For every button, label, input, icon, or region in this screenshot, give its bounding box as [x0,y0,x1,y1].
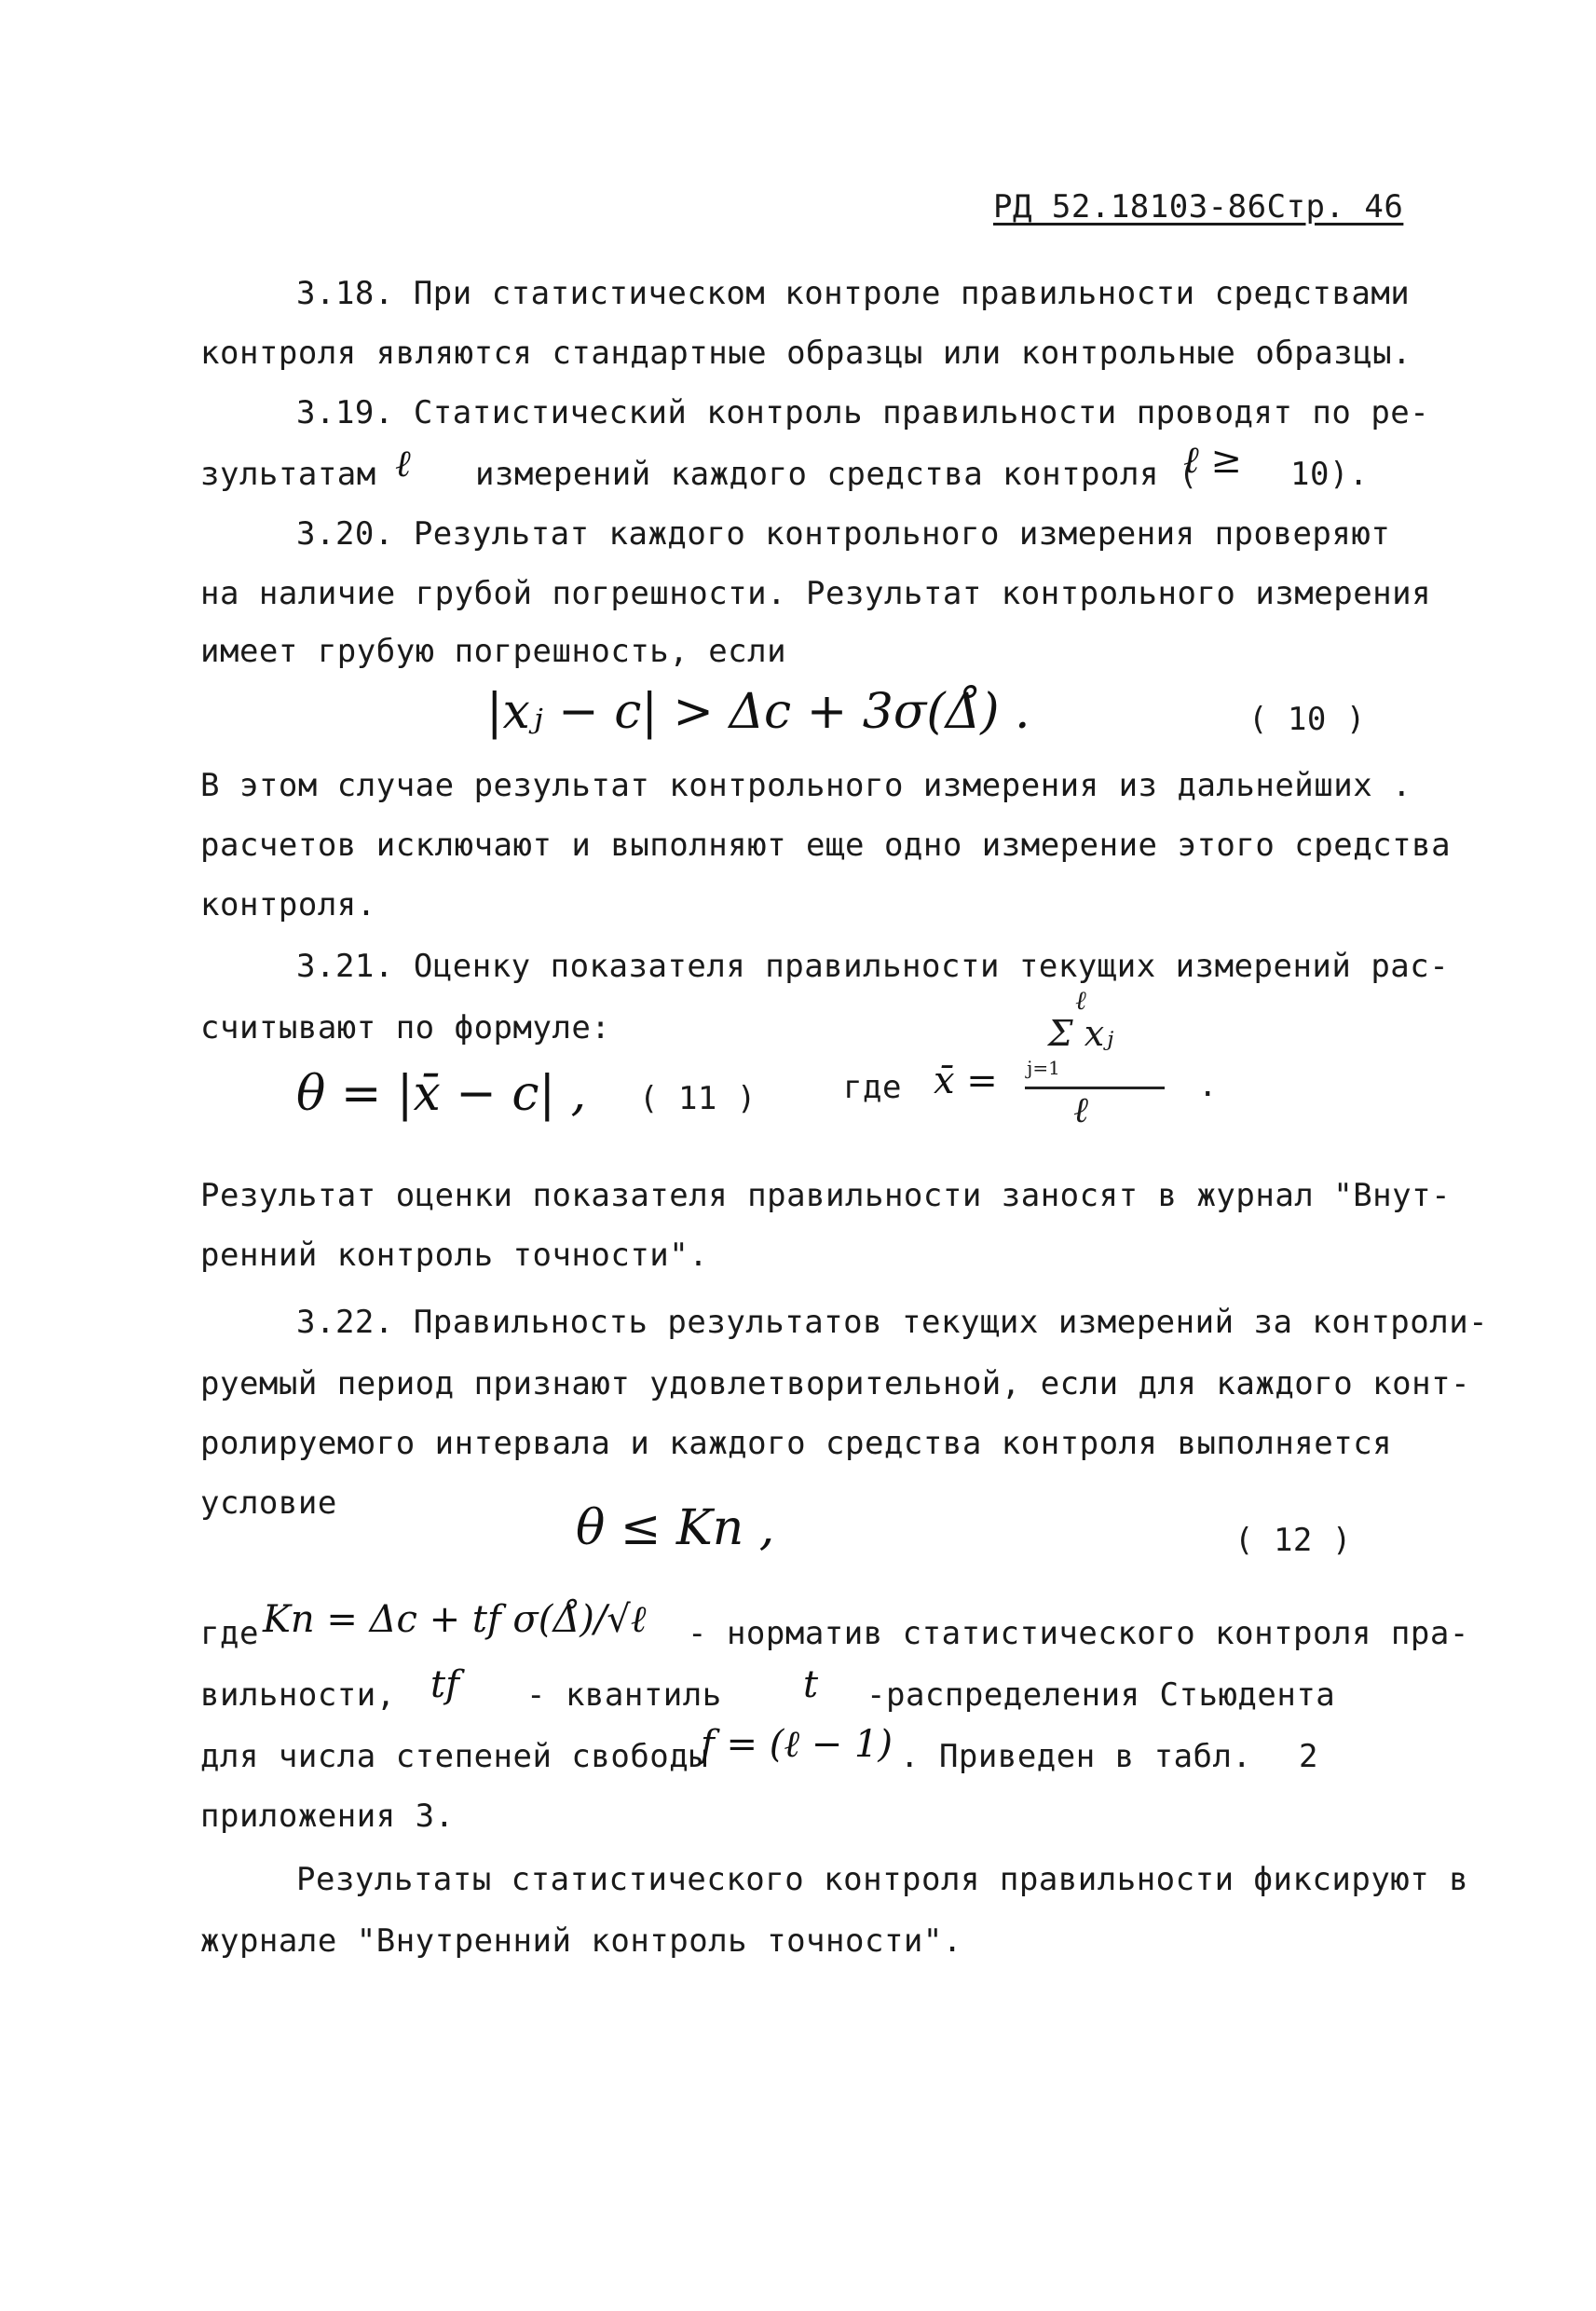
sum-lower-index: j=1 [1027,1057,1060,1079]
sum-expression: Σ xⱼ [1047,1013,1114,1054]
paragraph-3-20-line-1: 3.20. Результат каждого контрольного измерения проверяют [296,515,1391,553]
paragraph-3-22-line-3: ролируемого интервала и каждого средства контроля выполняется [200,1425,1393,1462]
mean-symbol: x̄ = [934,1060,998,1102]
paragraph-3-22-line-6-mid: - квантиль [526,1676,722,1714]
paragraph-3-20-line-3: имеет грубую погрешность, если [200,633,787,670]
paragraph-3-19-line-2-end: 10). [1290,456,1369,493]
paragraph-3-22-line-5-end: - норматив статистического контроля пра- [688,1615,1469,1652]
paragraph-3-22-line-8: приложения 3. [200,1798,455,1835]
paragraph-3-22-line-6-start: вильности, [200,1676,396,1714]
paragraph-3-20-line-4: В этом случае результат контрольного измерения из дальнейших . [200,767,1412,804]
final-paragraph-line-1: Результаты статистического контроля правильности фиксируют в [296,1861,1469,1898]
symbol-t: t [803,1663,819,1706]
fraction-bar [1025,1087,1165,1089]
equation-number-10: ( 10 ) [1248,701,1366,738]
paragraph-3-19-line-2-start: зультатам [200,456,376,493]
condition-l-ge: ℓ ≥ [1183,439,1242,482]
sum-upper-limit: ℓ [1075,985,1086,1016]
formula-f: f = (ℓ − 1) [701,1723,893,1766]
paragraph-3-19-line-1: 3.19. Статистический контроль правильности проводят по ре- [296,394,1430,431]
formula-11: θ = |x̄ − c| , [296,1066,587,1122]
paragraph-3-21-line-3: Результат оценки показателя правильности заносят в журнал "Внут- [200,1177,1452,1214]
document-header: РД 52.18103-86Стр. 46 [993,188,1404,226]
final-paragraph-line-2: журнале "Внутренний контроль точности". [200,1922,962,1960]
paragraph-3-18-line-1: 3.18. При статистическом контроле правильности средствами [296,275,1411,312]
formula-end-dot: . [1198,1067,1218,1104]
table-number: 2 [1299,1738,1318,1775]
where-label: где [843,1069,902,1106]
paragraph-3-22-line-6-end: -распределения Стьюдента [866,1676,1336,1714]
paragraph-3-22-line-1: 3.22. Правильность результатов текущих измерений за контроли- [296,1304,1489,1341]
paragraph-3-18-line-2: контроля являются стандартные образцы или контрольные образцы. [200,335,1412,372]
paragraph-3-22-line-2: руемый период признают удовлетворительной, если для каждого конт- [200,1365,1471,1402]
formula-kn: Kп = Δc + tf σ(Δ̊)/√ℓ [263,1598,647,1641]
paragraph-3-22-line-5-start: где [200,1615,259,1652]
symbol-l: ℓ [395,443,411,485]
paragraph-3-22-line-7-start: для числа степеней свободы [200,1738,709,1775]
paragraph-3-20-line-5: расчетов исключают и выполняют еще одно измерение этого средства [200,827,1452,864]
paragraph-3-20-line-6: контроля. [200,886,376,923]
paragraph-3-21-line-4: ренний контроль точности". [200,1237,709,1274]
fraction-denominator: ℓ [1073,1089,1088,1130]
paragraph-3-22-line-4: условие [200,1484,337,1522]
paragraph-3-21-line-2: считывают по формуле: [200,1009,611,1046]
formula-12: θ ≤ Kп , [576,1500,775,1556]
equation-number-12: ( 12 ) [1235,1522,1352,1559]
formula-10: |xⱼ − c| > Δc + 3σ(Δ̊) . [486,684,1030,740]
paragraph-3-20-line-2: на наличие грубой погрешности. Результат контрольного измерения [200,575,1432,612]
paragraph-3-22-line-7-mid: . Приведен в табл. [900,1738,1252,1775]
equation-number-11: ( 11 ) [639,1080,757,1117]
paragraph-3-19-line-2-mid: измерений каждого средства контроля ( [475,456,1198,493]
symbol-tf: tf [430,1663,459,1706]
paragraph-3-21-line-1: 3.21. Оценку показателя правильности текущих измерений рас- [296,948,1450,985]
